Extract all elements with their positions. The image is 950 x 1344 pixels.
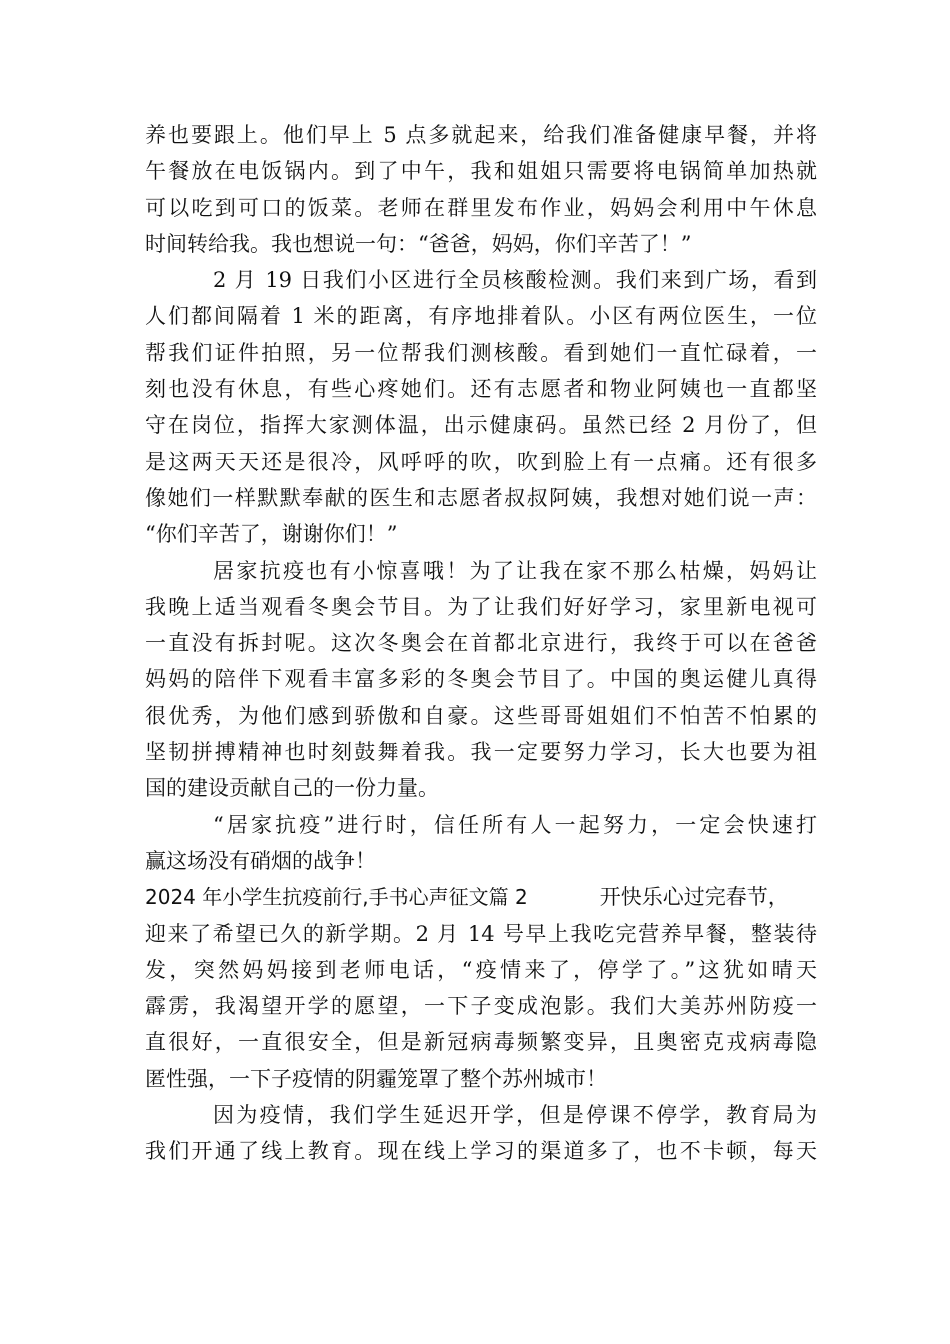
text-line: 像她们一样默默奉献的医生和志愿者叔叔阿姨，我想对她们说一声： bbox=[145, 485, 817, 510]
text-line: 霹雳，我渴望开学的愿望，一下子变成泡影。我们大美苏州防疫一 bbox=[145, 994, 817, 1019]
text-line: 2 月 19 日我们小区进行全员核酸检测。我们来到广场，看到 bbox=[213, 268, 817, 293]
text-line: 迎来了希望已久的新学期。2 月 14 号早上我吃完营养早餐，整装待 bbox=[145, 921, 817, 946]
text-line: 很优秀，为他们感到骄傲和自豪。这些哥哥姐姐们不怕苦不怕累的 bbox=[145, 703, 817, 728]
text-line: 时间转给我。我也想说一句：“爸爸，妈妈，你们辛苦了！” bbox=[145, 231, 692, 256]
text-line: 是这两天天还是很冷，风呼呼的吹，吹到脸上有一点痛。还有很多 bbox=[145, 449, 817, 474]
text-line: 一直没有拆封呢。这次冬奥会在首都北京进行，我终于可以在爸爸 bbox=[145, 631, 817, 656]
text-line: 国的建设贡献自己的一份力量。 bbox=[145, 776, 439, 801]
text-line: 妈妈的陪伴下观看丰富多彩的冬奥会节目了。中国的奥运健儿真得 bbox=[145, 667, 817, 692]
text-line: 匿性强，一下子疫情的阴霾笼罩了整个苏州城市！ bbox=[145, 1066, 607, 1091]
text-line: 直很好，一直很安全，但是新冠病毒频繁变异，且奥密克戎病毒隐 bbox=[145, 1030, 817, 1055]
document-body bbox=[145, 117, 817, 1170]
text-line: 人们都间隔着 1 米的距离，有序地排着队。小区有两位医生，一位 bbox=[145, 304, 817, 329]
text-line: “居家抗疫”进行时，信任所有人一起努力，一定会快速打 bbox=[213, 812, 817, 837]
text-line: 养也要跟上。他们早上 5 点多就起来，给我们准备健康早餐，并将 bbox=[145, 123, 817, 147]
text-line: 我晚上适当观看冬奥会节目。为了让我们好好学习，家里新电视可 bbox=[145, 594, 817, 619]
essay-heading-line bbox=[145, 879, 817, 915]
text-line: 守在岗位，指挥大家测体温，出示健康码。虽然已经 2 月份了，但 bbox=[145, 413, 817, 438]
text-line: 因为疫情，我们学生延迟开学，但是停课不停学，教育局为 bbox=[213, 1103, 817, 1128]
essay-heading-title: 2024 年小学生抗疫前行,手书心声征文篇 2 bbox=[145, 885, 528, 910]
text-line: 可以吃到可口的饭菜。老师在群里发布作业，妈妈会利用中午休息 bbox=[145, 195, 817, 220]
essay-opening-text: 开快乐心过完春节， bbox=[599, 885, 789, 910]
text-line: “你们辛苦了，谢谢你们！” bbox=[145, 522, 398, 547]
text-line: 我们开通了线上教育。现在线上学习的渠道多了，也不卡顿，每天 bbox=[145, 1139, 817, 1164]
text-line: 赢这场没有硝烟的战争！ bbox=[145, 848, 376, 873]
text-line: 午餐放在电饭锅内。到了中午，我和姐姐只需要将电锅简单加热就 bbox=[145, 159, 817, 184]
text-line: 帮我们证件拍照，另一位帮我们测核酸。看到她们一直忙碌着，一 bbox=[145, 340, 817, 365]
text-line: 发，突然妈妈接到老师电话，“疫情来了，停学了。”这犹如晴天 bbox=[145, 957, 817, 982]
text-line: 刻也没有休息，有些心疼她们。还有志愿者和物业阿姨也一直都坚 bbox=[145, 377, 817, 402]
text-line: 坚韧拼搏精神也时刻鼓舞着我。我一定要努力学习，长大也要为祖 bbox=[145, 740, 817, 765]
text-line: 居家抗疫也有小惊喜哦！为了让我在家不那么枯燥，妈妈让 bbox=[213, 558, 817, 583]
